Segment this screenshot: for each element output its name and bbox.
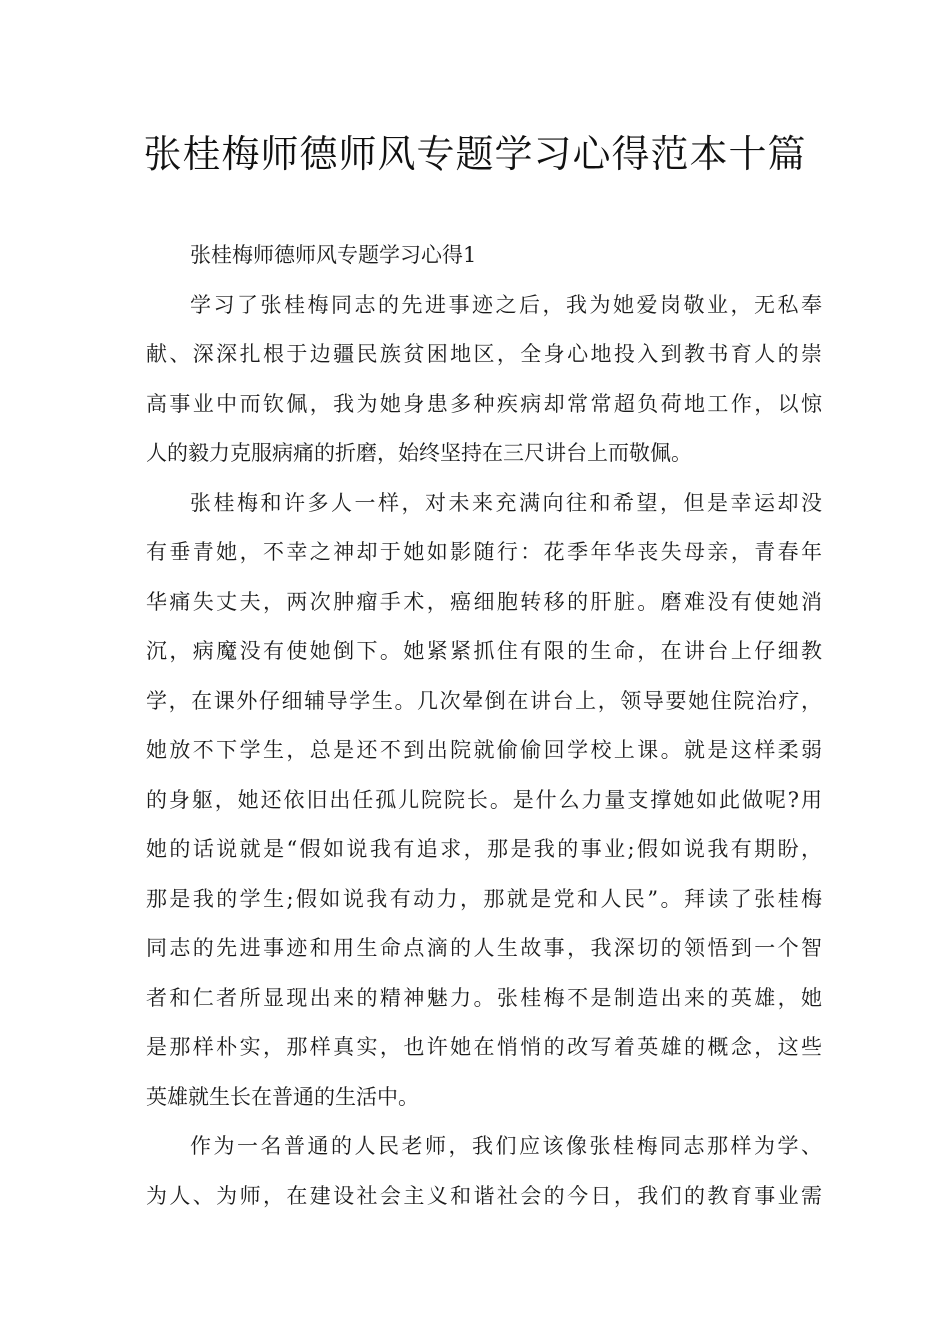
paragraph-line: 为人、为师，在建设社会主义和谐社会的今日，我们的教育事业需 [146, 1183, 822, 1208]
paragraph-line: 英雄就生长在普通的生活中。 [146, 1084, 419, 1109]
paragraph-line: 她的话说就是“假如说我有追求，那是我的事业;假如说我有期盼， [146, 837, 822, 861]
paragraph-line: 同志的先进事迹和用生命点滴的人生故事，我深切的领悟到一个智 [146, 936, 822, 960]
document-title: 张桂梅师德师风专题学习心得范本十篇 [143, 132, 807, 176]
paragraph-line: 的身躯，她还依旧出任孤儿院院长。是什么力量支撑她如此做呢?用 [146, 787, 822, 812]
paragraph-line: 有垂青她，不幸之神却于她如影随行：花季年华丧失母亲，青春年 [146, 540, 822, 564]
paragraph-line: 者和仁者所显现出来的精神魅力。张桂梅不是制造出来的英雄，她 [146, 985, 822, 1010]
paragraph-line: 沉，病魔没有使她倒下。她紧紧抓住有限的生命，在讲台上仔细教 [146, 639, 822, 663]
paragraph-line: 高事业中而钦佩，我为她身患多种疾病却常常超负荷地工作，以惊 [146, 391, 822, 416]
paragraph-line: 是那样朴实，那样真实，也许她在悄悄的改写着英雄的概念，这些 [146, 1035, 822, 1059]
paragraph-line: 华痛失丈夫，两次肿瘤手术，癌细胞转移的肝脏。磨难没有使她消 [146, 589, 822, 614]
section-heading: 张桂梅师德师风专题学习心得1 [190, 243, 477, 267]
paragraph-line: 她放不下学生，总是还不到出院就偷偷回学校上课。就是这样柔弱 [146, 738, 822, 762]
paragraph-line: 那是我的学生;假如说我有动力，那就是党和人民”。拜读了张桂梅 [146, 886, 822, 911]
paragraph-line: 献、深深扎根于边疆民族贫困地区，全身心地投入到教书育人的崇 [146, 342, 822, 366]
document-body [146, 231, 822, 1221]
paragraph-line: 人的毅力克服病痛的折磨，始终坚持在三尺讲台上而敬佩。 [146, 441, 692, 465]
paragraph-line: 学习了张桂梅同志的先进事迹之后，我为她爱岗敬业，无私奉 [190, 292, 822, 317]
paragraph-line: 张桂梅和许多人一样，对未来充满向往和希望，但是幸运却没 [190, 490, 822, 515]
paragraph-line: 学，在课外仔细辅导学生。几次晕倒在讲台上，领导要她住院治疗， [146, 688, 822, 713]
paragraph-line: 作为一名普通的人民老师，我们应该像张桂梅同志那样为学、 [190, 1134, 822, 1158]
